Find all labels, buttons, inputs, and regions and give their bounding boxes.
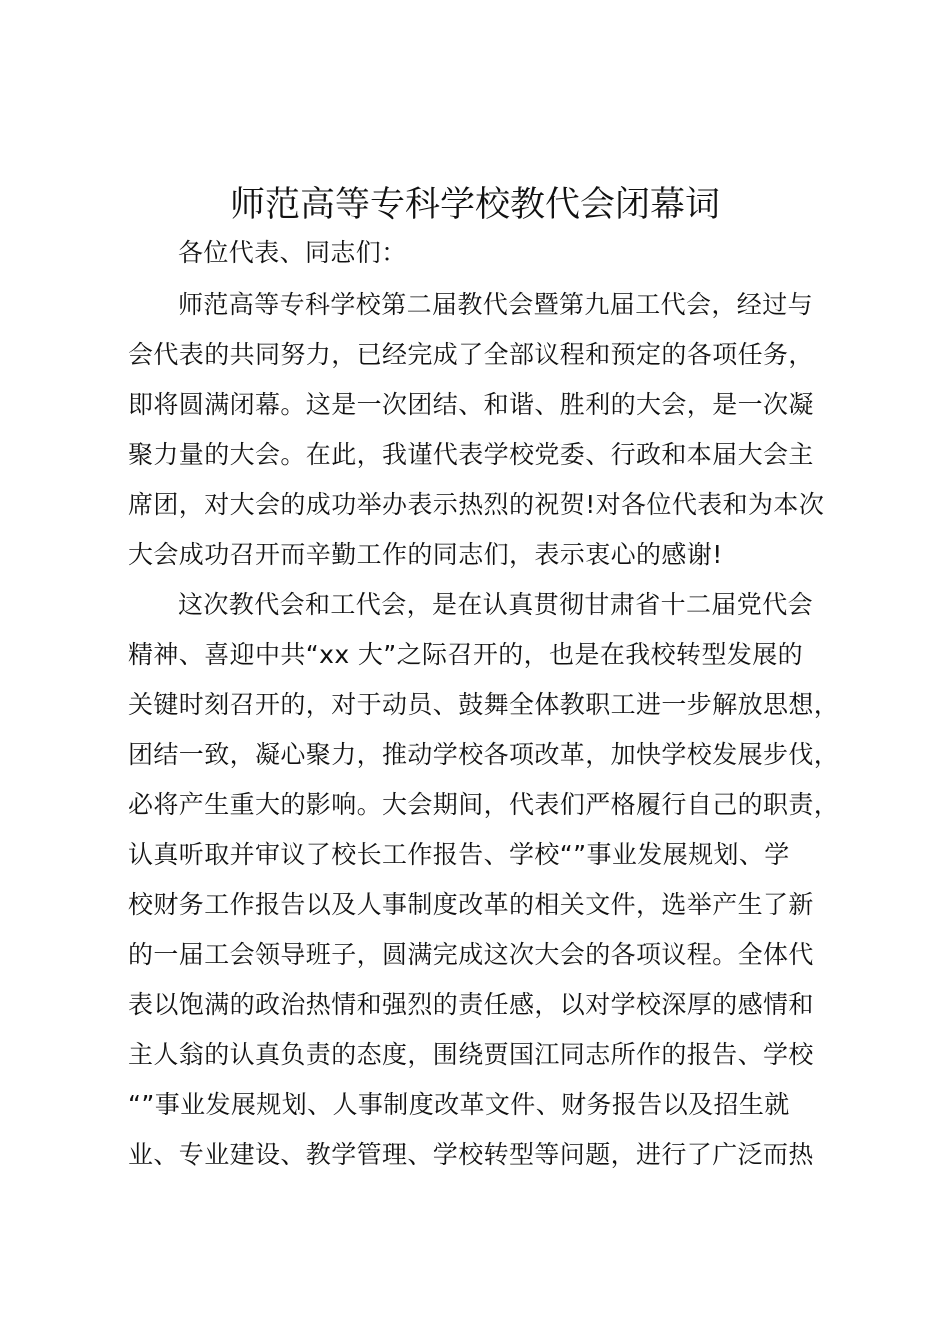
paragraph-line: 会代表的共同努力，已经完成了全部议程和预定的各项任务， [128,340,814,369]
paragraph-line: 业、专业建设、教学管理、学校转型等问题，进行了广泛而热 [128,1140,814,1169]
paragraph-line: “”事业发展规划、人事制度改革文件、财务报告以及招生就 [128,1090,790,1119]
paragraph-line: 的一届工会领导班子，圆满完成这次大会的各项议程。全体代 [128,940,814,969]
paragraph-line: 必将产生重大的影响。大会期间，代表们严格履行自己的职责， [128,790,840,819]
paragraph-line: 这次教代会和工代会，是在认真贯彻甘肃省十二届党代会 [178,590,814,619]
document-title: 师范高等专科学校教代会闭幕词 [229,185,720,225]
paragraph-line: 大会成功召开而辛勤工作的同志们，表示衷心的感谢! [128,540,723,569]
paragraph-line: 席团，对大会的成功举办表示热烈的祝贺!对各位代表和为本次 [128,490,825,519]
paragraph-line: 校财务工作报告以及人事制度改革的相关文件，选举产生了新 [128,890,814,919]
paragraph-line: 聚力量的大会。在此，我谨代表学校党委、行政和本届大会主 [128,440,814,469]
paragraph-line: 主人翁的认真负责的态度，围绕贾国江同志所作的报告、学校 [128,1040,814,1069]
paragraph-line: 团结一致，凝心聚力，推动学校各项改革，加快学校发展步伐， [128,740,840,769]
salutation-line: 各位代表、同志们： [178,238,407,267]
paragraph-line: 师范高等专科学校第二届教代会暨第九届工代会，经过与 [178,290,814,319]
paragraph-line: 关键时刻召开的，对于动员、鼓舞全体教职工进一步解放思想， [128,690,840,719]
paragraph-line: 认真听取并审议了校长工作报告、学校“”事业发展规划、学 [128,840,790,869]
paragraph-line: 表以饱满的政治热情和强烈的责任感，以对学校深厚的感情和 [128,990,814,1019]
paragraph-line: 精神、喜迎中共“xx 大”之际召开的，也是在我校转型发展的 [128,640,804,669]
paragraph-line: 即将圆满闭幕。这是一次团结、和谐、胜利的大会，是一次凝 [128,390,814,419]
